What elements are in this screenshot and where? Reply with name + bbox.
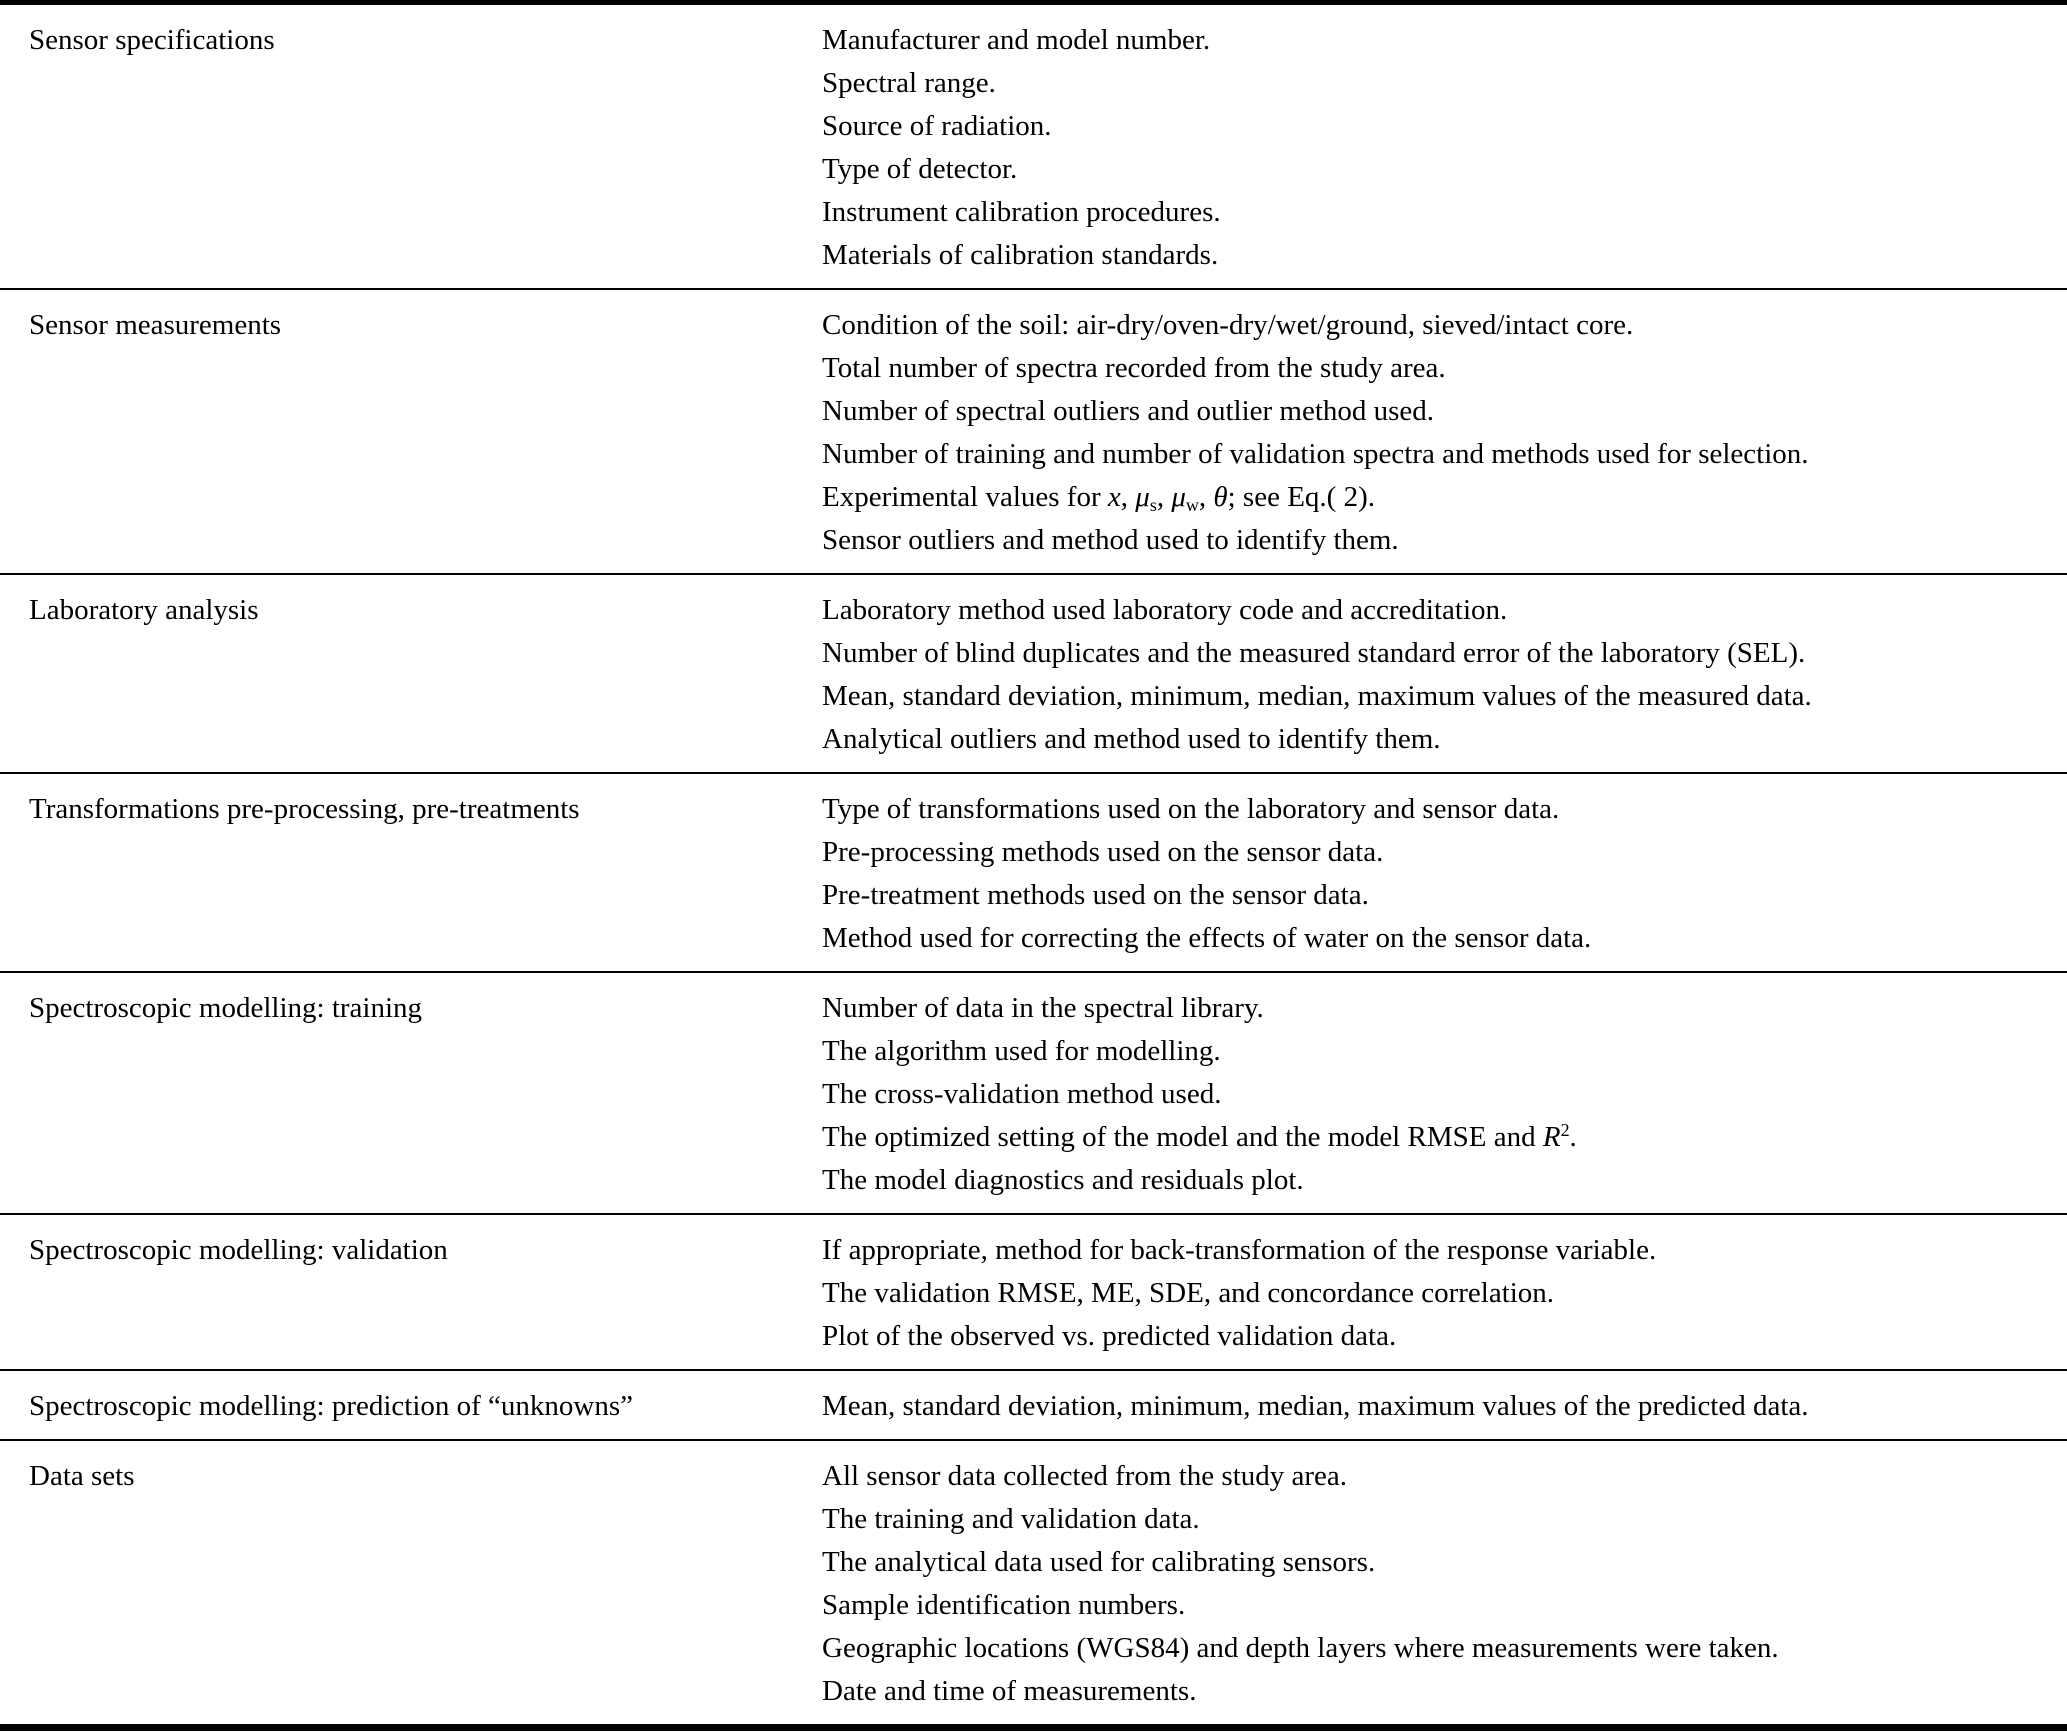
requirements-cell (822, 1385, 2067, 1428)
requirement-line: Mean, standard deviation, minimum, median, maximum values of the measured data. (822, 680, 1812, 712)
requirement-line: Number of spectral outliers and outlier method used. (822, 395, 1435, 427)
requirements-cell (822, 788, 2067, 960)
requirement-line: The analytical data used for calibrating sensors. (822, 1546, 1376, 1578)
text-segment: w (1185, 495, 1199, 516)
text-segment: R (1542, 1121, 1561, 1153)
requirement-line: Type of detector. (822, 153, 1018, 185)
requirement-line: Total number of spectra recorded from the study area. (822, 352, 1446, 384)
requirement-line: If appropriate, method for back-transformation of the response variable. (822, 1234, 1657, 1266)
category-label: Sensor measurements (29, 309, 282, 341)
category-label: Spectroscopic modelling: prediction of “unknowns” (29, 1390, 634, 1422)
requirement-line: Sample identification numbers. (822, 1589, 1186, 1621)
requirement-line: The validation RMSE, ME, SDE, and concordance correlation. (822, 1277, 1555, 1309)
requirement-line: Number of blind duplicates and the measured standard error of the laboratory (SEL). (822, 637, 1806, 669)
requirement-line (822, 476, 2057, 519)
text-segment: , (1156, 481, 1172, 513)
category-label: Data sets (29, 1460, 135, 1492)
table-row (0, 1441, 2067, 1724)
requirement-line: The cross-validation method used. (822, 1078, 1222, 1110)
requirements-cell (822, 19, 2067, 277)
requirement-line: Analytical outliers and method used to identify them. (822, 723, 1441, 755)
text-segment: , (1120, 481, 1136, 513)
text-segment: x (1107, 481, 1121, 513)
text-segment: 2 (1560, 1120, 1570, 1141)
text-segment: ; see Eq.( 2). (1227, 481, 1375, 513)
requirements-cell (822, 1455, 2067, 1713)
requirement-line: The model diagnostics and residuals plot. (822, 1164, 1304, 1196)
text-segment: , (1198, 481, 1214, 513)
table-row (0, 1371, 2067, 1441)
requirement-line: Sensor outliers and method used to identify them. (822, 524, 1399, 556)
requirements-cell (822, 1229, 2067, 1358)
requirement-line: Number of data in the spectral library. (822, 992, 1264, 1024)
category-label: Sensor specifications (29, 24, 275, 56)
table-row (0, 290, 2067, 575)
requirement-line: Mean, standard deviation, minimum, median, maximum values of the predicted data. (822, 1390, 1809, 1422)
requirement-line: Type of transformations used on the laboratory and sensor data. (822, 793, 1560, 825)
requirement-line: All sensor data collected from the study area. (822, 1460, 1348, 1492)
requirement-line: Geographic locations (WGS84) and depth layers where measurements were taken. (822, 1632, 1779, 1664)
text-segment: . (1569, 1121, 1577, 1153)
requirement-line: Laboratory method used laboratory code and accreditation. (822, 594, 1508, 626)
requirement-line: Materials of calibration standards. (822, 239, 1219, 271)
requirement-line: Condition of the soil: air-dry/oven-dry/wet/ground, sieved/intact core. (822, 309, 1634, 341)
requirement-line: Instrument calibration procedures. (822, 196, 1221, 228)
category-label: Transformations pre-processing, pre-treatments (29, 793, 580, 825)
table-row (0, 575, 2067, 774)
category-label: Spectroscopic modelling: training (29, 992, 423, 1024)
text-segment: Experimental values for (822, 481, 1108, 513)
category-label: Spectroscopic modelling: validation (29, 1234, 448, 1266)
requirement-line: Spectral range. (822, 67, 996, 99)
requirement-line: Pre-processing methods used on the sensor data. (822, 836, 1384, 868)
text-segment: μ (1135, 481, 1150, 513)
text-segment: s (1149, 495, 1157, 516)
table-row (0, 774, 2067, 973)
requirements-cell (822, 589, 2067, 761)
text-segment: μ (1171, 481, 1186, 513)
requirement-line: The algorithm used for modelling. (822, 1035, 1221, 1067)
requirements-cell (822, 304, 2067, 562)
requirement-line: Pre-treatment methods used on the sensor data. (822, 879, 1369, 911)
table-row (0, 1215, 2067, 1371)
requirements-cell (822, 987, 2067, 1202)
text-segment: θ (1213, 481, 1228, 513)
requirement-line: Method used for correcting the effects of water on the sensor data. (822, 922, 1592, 954)
table-row (0, 5, 2067, 290)
requirement-line: Number of training and number of validation spectra and methods used for selection. (822, 438, 1809, 470)
requirement-line (822, 1116, 2057, 1159)
table-row (0, 973, 2067, 1215)
requirement-line: Manufacturer and model number. (822, 24, 1211, 56)
requirement-line: Date and time of measurements. (822, 1675, 1197, 1707)
text-segment: The optimized setting of the model and the model RMSE and (822, 1121, 1543, 1153)
requirement-line: The training and validation data. (822, 1503, 1200, 1535)
category-label: Laboratory analysis (29, 594, 259, 626)
requirement-line: Plot of the observed vs. predicted validation data. (822, 1320, 1397, 1352)
requirement-line: Source of radiation. (822, 110, 1052, 142)
